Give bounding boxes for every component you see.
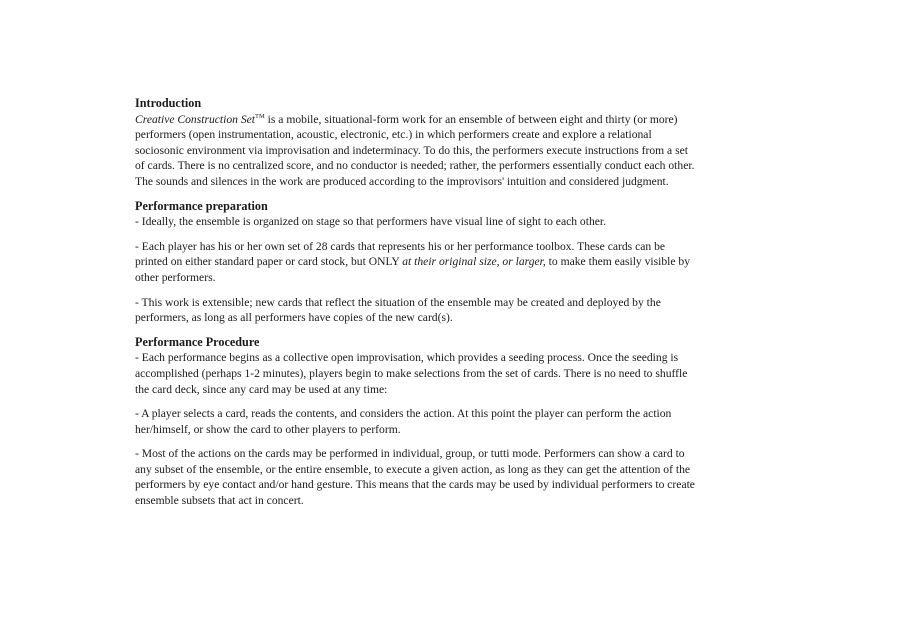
- procedure-paragraph-3: - Most of the actions on the cards may be performed in individual, group, or tutti mode. Performers can show a card to any subset of the ensemble, or the entire ensemble, to execute a given action, as long as they can get the attention of the performers by eye contact and/or hand gesture. This means that the cards may be used by individual performers to create ensemble subsets that act in concert.: [135, 447, 695, 508]
- procedure-section: [135, 335, 695, 509]
- preparation-paragraph-3: - This work is extensible; new cards that reflect the situation of the ensemble may be created and deployed by the performers, as long as all performers have copies of the new card(s).: [135, 295, 661, 325]
- preparation-paragraph-2-end: to make them easily visible by other performers.: [135, 255, 691, 284]
- preparation-paragraph-2: [135, 239, 695, 286]
- trademark-mark: TM: [255, 112, 265, 120]
- introduction-section: [135, 96, 695, 190]
- preparation-section: [135, 199, 695, 326]
- procedure-heading: Performance Procedure: [135, 334, 260, 349]
- introduction-paragraph: [135, 112, 695, 190]
- preparation-paragraph-2-start: - Each player has his or her own set of 28 cards that represents his or her performance toolbox. These cards can be printed on either standard paper or card stock, but ONLY: [135, 239, 666, 269]
- introduction-text: is a mobile, situational-form work for an ensemble of between eight and thirty (or more) performers (open instrumentation, acoustic, electronic, etc.) in which performers create and explore a relational sociosonic environment via improvisation and indeterminacy. To do this, the performers execute instructions from a set of cards. There is no centralized score, and no conductor is needed; rather, the performers essentially conduct each other. The sounds and silences in the work are produced according to the improvisors' intuition and considered judgment.: [135, 112, 695, 188]
- introduction-heading: Introduction: [135, 96, 202, 110]
- original-size-emphasis: at their original size, or larger,: [402, 255, 546, 269]
- procedure-paragraph-1: - Each performance begins as a collective open improvisation, which provides a seeding process. Once the seeding is accomplished (perhaps 1-2 minutes), players begin to make selections from the set of cards. There is no need to shuffle the card deck, since any card may be used at any time:: [135, 351, 688, 396]
- document-page: [135, 96, 695, 509]
- work-title: Creative Construction Set: [135, 112, 256, 126]
- procedure-paragraph-2: - A player selects a card, reads the contents, and considers the action. At this point the player can perform the action her/himself, or show the card to other players to perform.: [135, 407, 672, 436]
- preparation-paragraph-1: - Ideally, the ensemble is organized on stage so that performers have visual line of sight to each other.: [135, 215, 607, 229]
- preparation-heading: Performance preparation: [135, 198, 268, 213]
